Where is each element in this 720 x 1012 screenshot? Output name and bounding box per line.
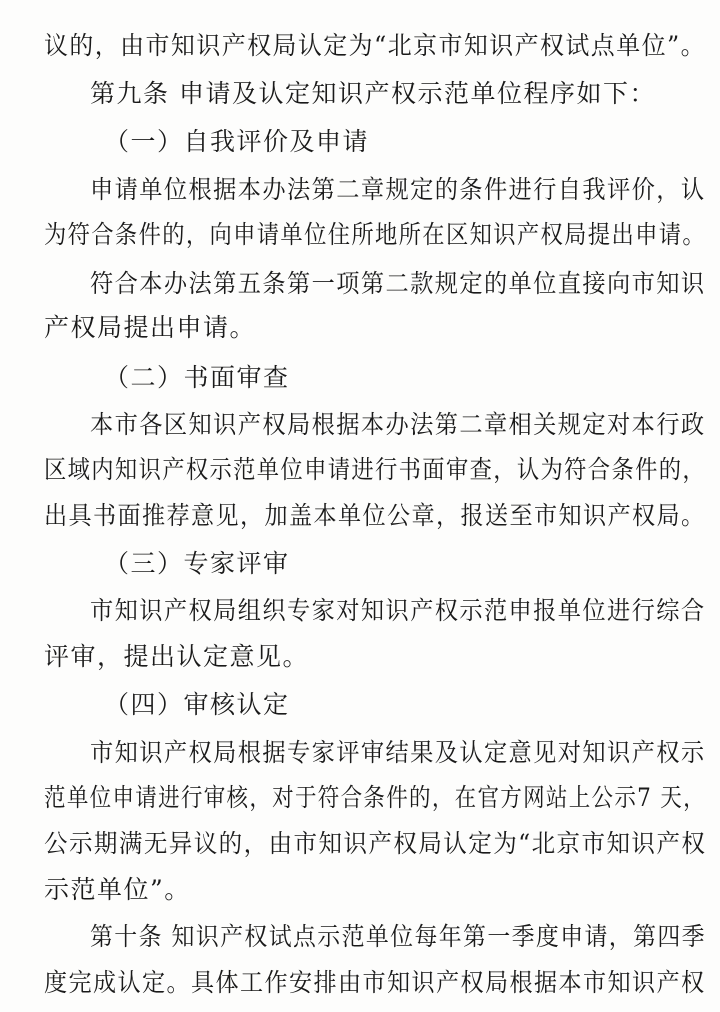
- text-line-16: 市知识产权局根据专家评审结果及认定意见对知识产权示: [90, 738, 706, 767]
- text-line-4: 申请单位根据本办法第二章规定的条件进行自我评价，认: [90, 175, 706, 204]
- article-9-heading: 第九条 申请及认定知识产权示范单位程序如下：: [90, 79, 656, 108]
- text-line-14: 评审，提出认定意见。: [44, 642, 310, 671]
- text-line-9: 本市各区知识产权局根据本办法第二章相关规定对本行政: [90, 410, 706, 439]
- text-line-21: 度完成认定。具体工作安排由市知识产权局根据本市知识产权: [44, 968, 706, 997]
- text-line-19: 示范单位”。: [44, 875, 191, 904]
- text-line-1: 议的，由市知识产权局认定为“北京市知识产权试点单位”。: [44, 31, 707, 60]
- article-10-heading: 第十条 知识产权试点示范单位每年第一季度申请，第四季: [90, 922, 706, 951]
- text-line-6: 符合本办法第五条第一项第二款规定的单位直接向市知识: [90, 269, 706, 298]
- text-line-7: 产权局提出申请。: [44, 313, 257, 342]
- text-line-17: 范单位申请进行审核，对于符合条件的，在官方网站上公示7 天，: [44, 783, 706, 812]
- text-line-10: 区域内知识产权示范单位申请进行书面审查，认为符合条件的，: [44, 455, 707, 484]
- text-line-13: 市知识产权局组织专家对知识产权示范申报单位进行综合: [90, 596, 706, 625]
- section-4-heading: （四）审核认定: [104, 690, 290, 719]
- section-2-heading: （二）书面审查: [104, 363, 290, 392]
- text-line-11: 出具书面推荐意见，加盖本单位公章，报送至市知识产权局。: [44, 501, 706, 530]
- text-line-18: 公示期满无异议的，由市知识产权局认定为“北京市知识产权: [44, 829, 707, 858]
- text-line-5: 为符合条件的，向申请单位住所地所在区知识产权局提出申请。: [44, 220, 707, 249]
- section-3-heading: （三）专家评审: [104, 549, 290, 578]
- section-1-heading: （一）自我评价及申请: [104, 127, 370, 156]
